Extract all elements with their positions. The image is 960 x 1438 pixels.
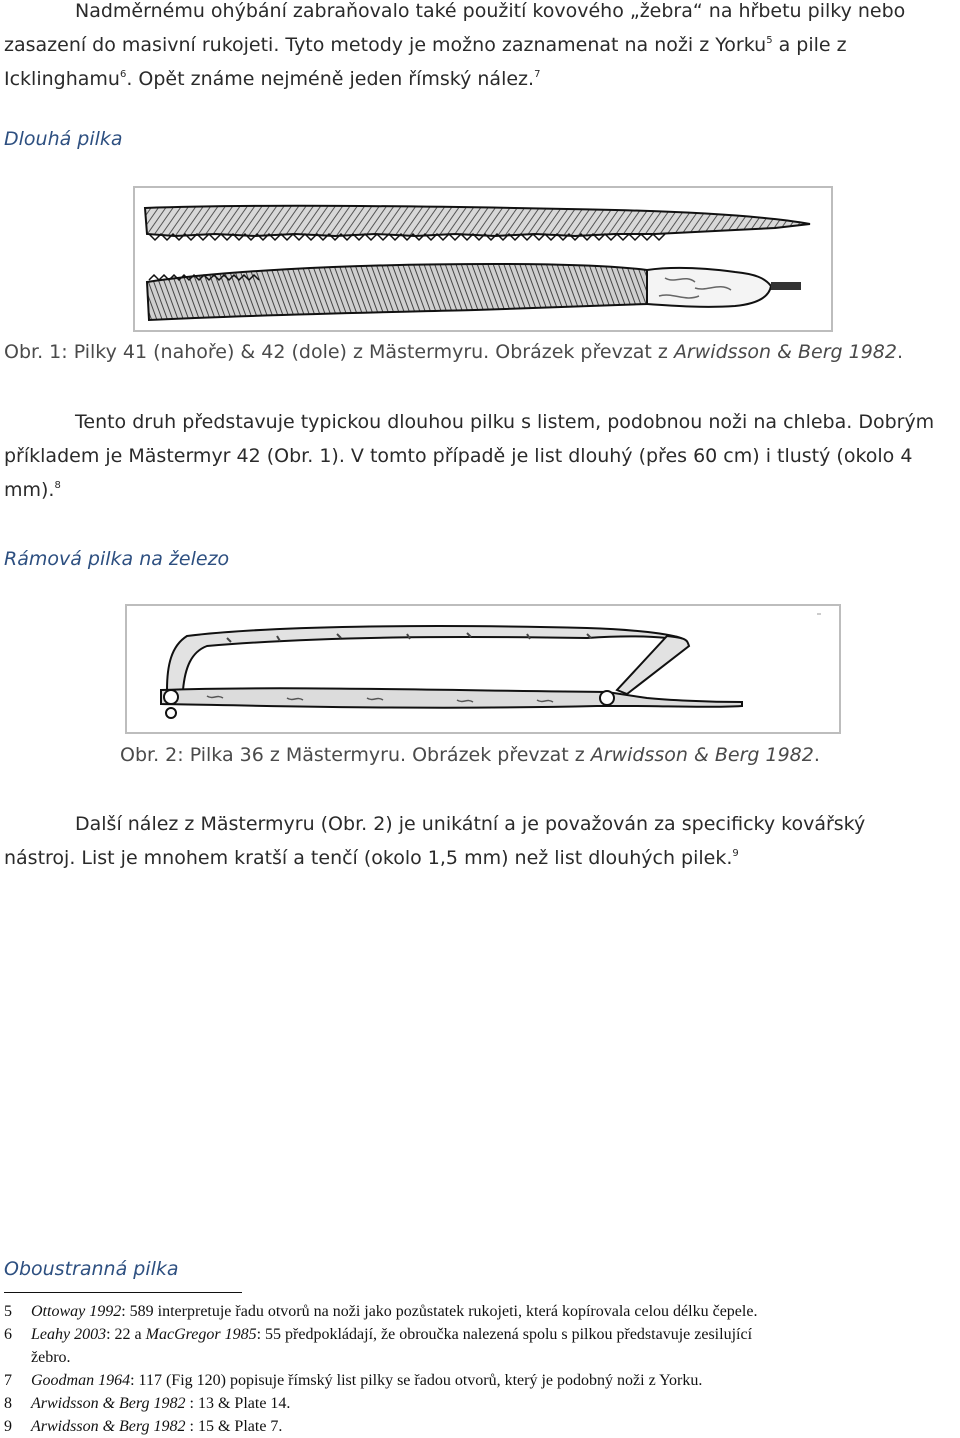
footnote-6: 6 Leahy 2003: 22 a MacGregor 1985: 55 předpokládají, že obroučka nalezená spolu s pilkou představuje zesilující xyxy=(4,1326,753,1343)
paragraph-1-line-2: příkladem je Mästermyr 42 (Obr. 1). V tomto případě je list dlouhý (přes 60 cm) i tlustý (okolo 4 xyxy=(4,445,913,467)
footnote-8: 8 Arwidsson & Berg 1982 : 13 & Plate 14. xyxy=(4,1395,291,1412)
saw-41-blade xyxy=(145,206,810,240)
frame-saw-blade xyxy=(161,688,742,718)
paragraph-1-line-3: mm).$^8$ xyxy=(4,479,61,501)
frame-saw-bow xyxy=(167,626,689,694)
figure-2-caption: Obr. 2: Pilka 36 z Mästermyru. Obrázek převzat z Arwidsson & Berg 1982. xyxy=(120,744,820,766)
saw-42-handle xyxy=(647,268,801,307)
footnote-ref-9[interactable]: 9 xyxy=(732,848,739,859)
section-heading-hacksaw: Rámová pilka na železo xyxy=(4,548,230,570)
footnote-ref-8[interactable]: 8 xyxy=(54,480,61,491)
section-heading-long-saw: Dlouhá pilka xyxy=(4,128,123,150)
footnote-8-citation[interactable]: Arwidsson & Berg 1982 xyxy=(31,1395,186,1412)
footnote-ref-5[interactable]: 5 xyxy=(766,35,773,46)
footnote-6-citation-2[interactable]: MacGregor 1985 xyxy=(145,1326,257,1343)
paragraph-1-line-1: Tento druh představuje typickou dlouhou pilku s listem, podobnou noži na chleba. Dobrým xyxy=(75,411,935,433)
figure-2-image xyxy=(125,604,841,734)
footnote-ref-7[interactable]: 7 xyxy=(534,69,541,80)
frame-saw-drawing xyxy=(127,606,839,732)
saw-42-blade xyxy=(147,264,647,320)
citation-arwidsson-berg[interactable]: Arwidsson & Berg 1982 xyxy=(673,341,897,363)
footnote-7-citation[interactable]: Goodman 1964 xyxy=(31,1372,131,1389)
footnote-5-citation[interactable]: Ottoway 1992 xyxy=(31,1303,122,1320)
footnote-ref-6[interactable]: 6 xyxy=(119,69,127,80)
footnote-9: 9 Arwidsson & Berg 1982 : 15 & Plate 7. xyxy=(4,1418,283,1435)
footnote-9-citation[interactable]: Arwidsson & Berg 1982 xyxy=(31,1418,186,1435)
intro-line-1: Nadměrnému ohýbání zabraňovalo také použití kovového „žebra“ na hřbetu pilky nebo xyxy=(75,0,906,22)
intro-line-3: Icklinghamu$^6$. Opět známe nejméně jeden římský nález.$^7$ xyxy=(4,68,541,90)
saw-blades-drawing xyxy=(135,188,831,330)
intro-line-2: zasazení do masivní rukojeti. Tyto metody je možno zaznamenat na noži z Yorku$^5$ a pile z xyxy=(4,34,847,56)
paragraph-2-line-2: nástroj. List je mnohem kratší a tenčí (okolo 1,5 mm) než list dlouhých pilek.$^9$ xyxy=(4,847,739,869)
paragraph-2-line-1: Další nález z Mästermyru (Obr. 2) je unikátní a je považován za specificky kovářský xyxy=(75,813,866,835)
section-heading-double-saw: Oboustranná pilka xyxy=(4,1258,179,1280)
footnote-5: 5 Ottoway 1992: 589 interpretuje řadu otvorů na noži jako pozůstatek rukojeti, která kopírovala celou délku čepele. xyxy=(4,1303,758,1320)
citation-arwidsson-berg-2[interactable]: Arwidsson & Berg 1982 xyxy=(590,744,814,766)
footnote-6-citation[interactable]: Leahy 2003 xyxy=(31,1326,107,1343)
footnote-6-continuation: žebro. xyxy=(31,1349,71,1366)
figure-1-image xyxy=(133,186,833,332)
figure-1-caption: Obr. 1: Pilky 41 (nahoře) & 42 (dole) z Mästermyru. Obrázek převzat z Arwidsson & Berg 1982. xyxy=(4,341,904,363)
footnote-7: 7 Goodman 1964: 117 (Fig 120) popisuje římský list pilky se řadou otvorů, který je podobný noži z Yorku. xyxy=(4,1372,703,1389)
footnote-separator xyxy=(4,1292,242,1293)
